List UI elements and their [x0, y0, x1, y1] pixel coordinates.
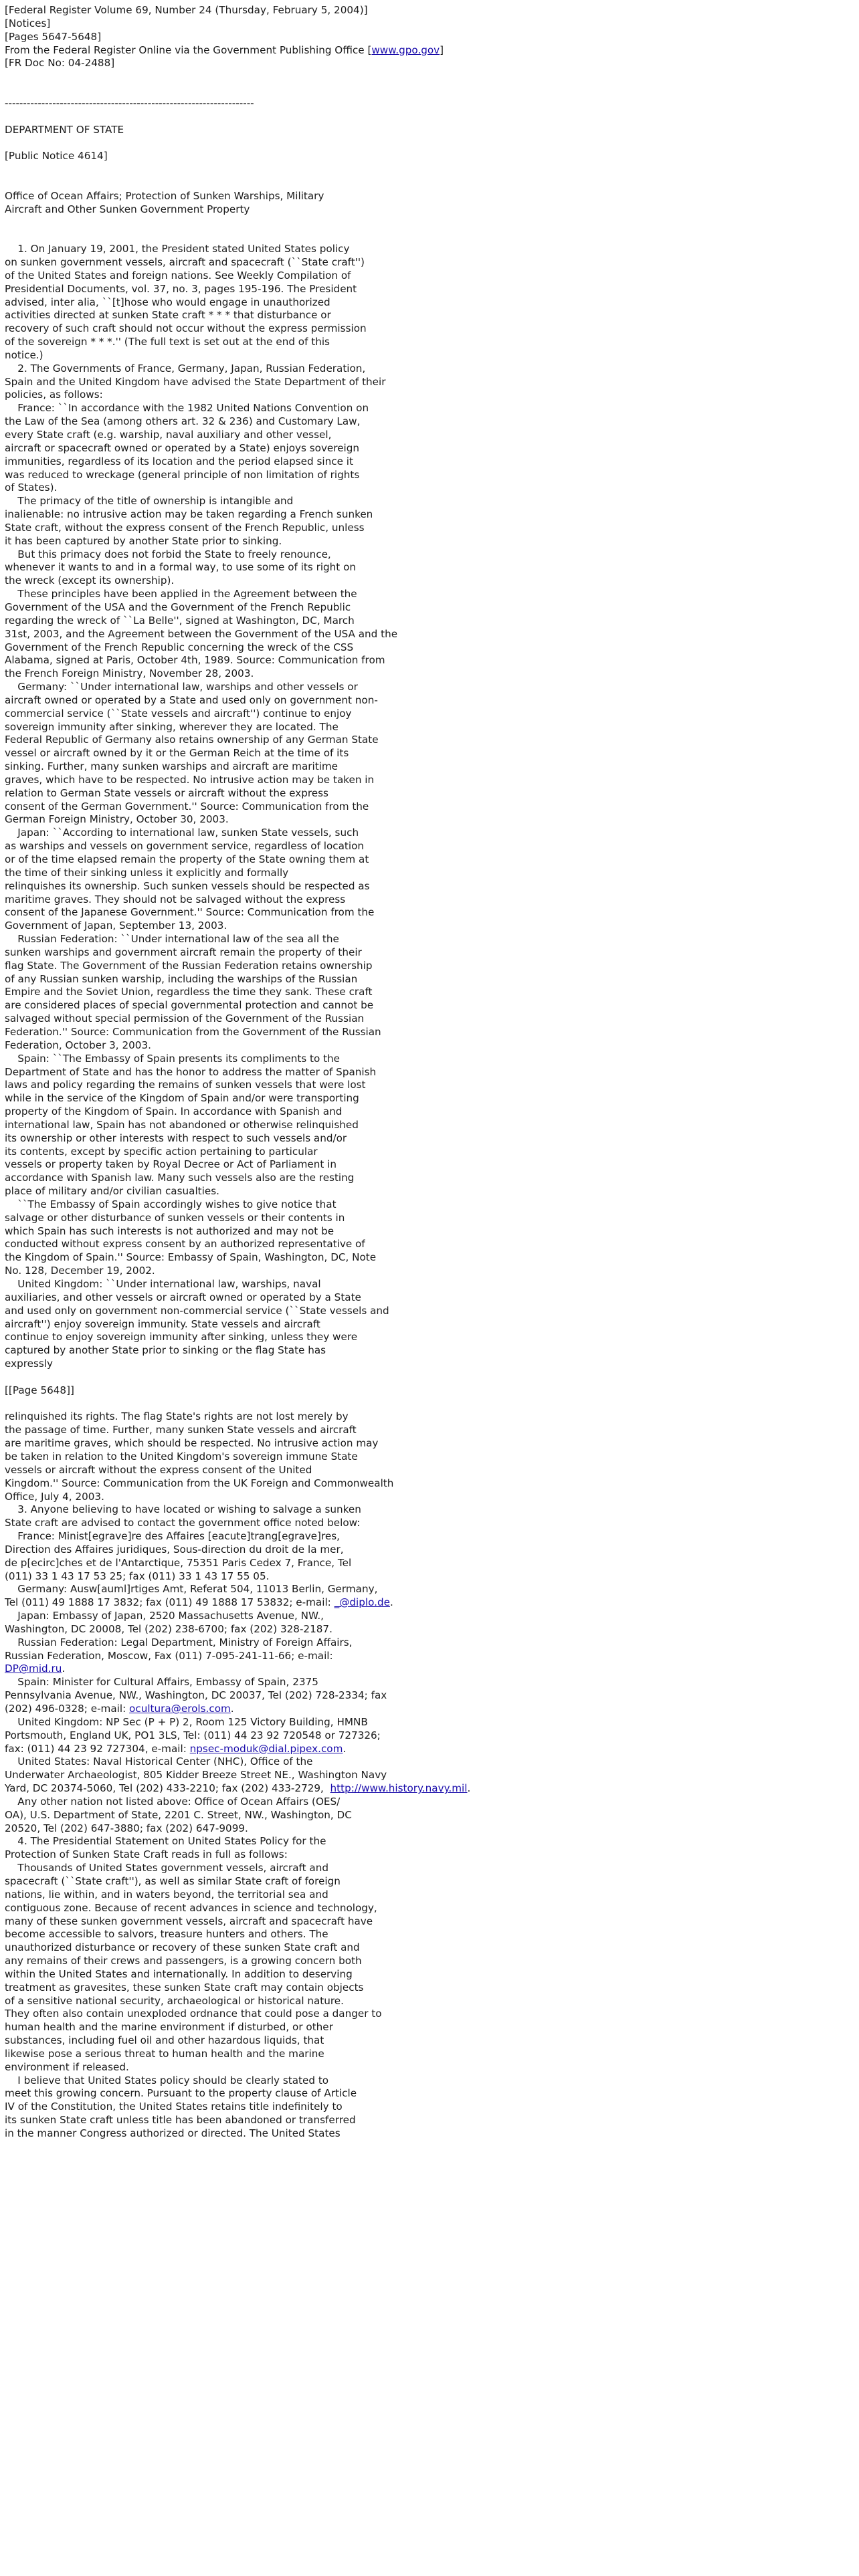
document-text-run: ] [FR Doc No: 04-2488] -------------------------------------------------------------------- DEPARTMENT OF STATE [Public Notice 4614] Office of Ocean Affairs; Protection of Sunken Warships, Military Aircraft and Other Sunken Government Property 1. On January 19, 2001, the President stated United States policy on sunken government vessels, aircraft and spacecraft (``State craft'') of the United States and foreign nations. See Weekly Compilation of Presidential Documents, vol. 37, no. 3, pages 195-196. The President advised, inter alia, ``[t]hose who would engage in unauthorized activities directed at sunken State craft * * * that disturbance or recovery of such craft should not occur without the express permission of the sovereign * * *.'' (The full text is set out at the end of this notice.) 2. The Governments of France, Germany, Japan, Russian Federation, Spain and the United Kingdom have advised the State Department of their policies, as follows: France: ``In accordance with the 1982 United Nations Convention on the Law of the Sea (among others art. 32 & 236) and Customary Law, every State craft (e.g. warship, naval auxiliary and other vessel, aircraft or spacecraft owned or operated by a State) enjoys sovereign immunities, regardless of its location and the period elapsed since it was reduced to wreckage (general principle of non limitation of rights of States). The primacy of the title of ownership is intangible and inalienable: no intrusive action may be taken regarding a French sunken State craft, without the express consent of the French Republic, unless it has been captured by another State prior to sinking. But this primacy does not forbid the State to freely renounce, whenever it wants to and in a formal way, to use some of its right on the wreck (except its ownership). These principles have been applied in the Agreement between the Government of the USA and the Government of the French Republic regarding the wreck of ``La Belle'', signed at Washington, DC, March 31st, 2003, and the Agreement between the Government of the USA and the Government of the French Republic concerning the wreck of the CSS Alabama, signed at Paris, October 4th, 1989. Source: Communication from the French Foreign Ministry, November 28, 2003. Germany: ``Under international law, warships and other vessels or aircraft owned or operated by a State and used only on government non- commercial service (``State vessels and aircraft'') continue to enjoy sovereign immunity after sinking, wherever they are located. The Federal Republic of Germany also retains ownership of any German State vessel or aircraft owned by it or the German Reich at the time of its sinking. Further, many sunken warships and aircraft are maritime graves, which have to be respected. No intrusive action may be taken in relation to German State vessels or aircraft without the express consent of the German Government.'' Source: Communication from the German Foreign Ministry, October 30, 2003. Japan: ``According to international law, sunken State vessels, such as warships and vessels on government service, regardless of location or of the time elapsed remain the property of the State owning them at the time of their sinking unless it explicitly and formally relinquishes its ownership. Such sunken vessels should be respected as maritime graves. They should not be salvaged without the express consent of the Japanese Government.'' Source: Communication from the Government of Japan, September 13, 2003. Russian Federation: ``Under international law of the sea all the sunken warships and government aircraft remain the property of their flag State. The Government of the Russian Federation retains ownership of any Russian sunken warship, including the warships of the Russian Empire and the Soviet Union, regardless the time they sank. These craft are considered places of special governmental protection and cannot be salvaged without special permission of the Government of the Russian Federation.'' Source: Communication from the Government of the Russian Federation, October 3, 2003. Spain: ``The Embassy of Spain presents its compliments to the Department of State and has the honor to address the matter of Spanish laws and policy regarding the remains of sunken vessels that were lost while in the service of the Kingdom of Spain and/or were transporting property of the Kingdom of Spain. In accordance with Spanish and international law, Spain has not abandoned or otherwise relinquished its ownership or other interests with respect to such vessels and/or its contents, except by specific action pertaining to particular vessels or property taken by Royal Decree or Act of Parliament in accordance with Spanish law. Many such vessels also are the resting place of military and/or civilian casualties. ``The Embassy of Spain accordingly wishes to give notice that salvage or other disturbance of sunken vessels or their contents in which Spain has such interests is not authorized and may not be conducted without express consent by an authorized representative of the Kingdom of Spain.'' Source: Embassy of Spain, Washington, DC, Note No. 128, December 19, 2002. United Kingdom: ``Under international law, warships, naval auxiliaries, and other vessels or aircraft owned or operated by a State and used only on government non-commercial service (``State vessels and aircraft'') enjoy sovereign immunity. State vessels and aircraft continue to enjoy sovereign immunity after sinking, unless they were captured by another State prior to sinking or the flag State has expressly [[Page 5648]] relinquished its rights. The flag State's rights are not lost merely by the passage of time. Further, many sunken State vessels and aircraft are maritime graves, which should be respected. No intrusive action may be taken in relation to the United Kingdom's sovereign immune State vessels or aircraft without the express consent of the United Kingdom.'' Source: Communication from the UK Foreign and Commonwealth Office, July 4, 2003. 3. Anyone believing to have located or wishing to salvage a sunken State craft are advised to contact the government office noted below: France: Minist[egrave]re des Affaires [eacute]trang[egrave]res, Direction des Affaires juridiques, Sous-direction du droit de la mer, de p[ecirc]ches et de l'Antarctique, 75351 Paris Cedex 7, France, Tel (011) 33 1 43 17 53 25; fax (011) 33 1 43 17 55 05. Germany: Ausw[auml]rtiges Amt, Referat 504, 11013 Berlin, Germany, Tel (011) 49 1888 17 3832; fax (011) 49 1888 17 53832; e-mail: [5, 43, 444, 1609]
document-link[interactable]: _@diplo.de [334, 1596, 390, 1609]
document-text-run: . Japan: Embassy of Japan, 2520 Massachusetts Avenue, NW., Washington, DC 20008, Tel (202) 238-6700; fax (202) 328-2187. Russian Federation: Legal Department, Ministry of Foreign Affairs, Russian Federation, Moscow, Fax (011) 7-095-241-11-66; e-mail: [5, 1596, 393, 1662]
document-link[interactable]: http://www.history.navy.mil [330, 1782, 468, 1795]
document-text-run: . Spain: Minister for Cultural Affairs, Embassy of Spain, 2375 Pennsylvania Avenue, NW., Washington, DC 20037, Tel (202) 728-2334; fax (202) 496-0328; e-mail: [5, 1662, 387, 1715]
document-text-run: . United States: Naval Historical Center (NHC), Office of the Underwater Archaeologist, 805 Kidder Breeze Street NE., Washington Navy Yard, DC 20374-5060, Tel (202) 433-2210; fax (202) 433-2729, [5, 1742, 387, 1795]
document-text-run: [Federal Register Volume 69, Number 24 (Thursday, February 5, 2004)] [Notices] [Pages 5647-5648] From the Federal Register Online via the Government Publishing Office [ [5, 4, 372, 56]
document-link[interactable]: DP@mid.ru [5, 1662, 62, 1675]
document-text-run: . United Kingdom: NP Sec (P + P) 2, Room 125 Victory Building, HMNB Portsmouth, England UK, PO1 3LS, Tel: (011) 44 23 92 720548 or 727326; fax: (011) 44 23 92 727304, e-mail: [5, 1703, 381, 1755]
document-link[interactable]: npsec-moduk@dial.pipex.com [189, 1742, 343, 1755]
document-link[interactable]: ocultura@erols.com [129, 1703, 231, 1715]
document-link[interactable]: www.gpo.gov [371, 43, 440, 56]
document-text-run: . Any other nation not listed above: Office of Ocean Affairs (OES/ OA), U.S. Department of State, 2201 C. Street, NW., Washington, DC 20520, Tel (202) 647-3880; fax (202) 647-9099. 4. The Presidential Statement on United States Policy for the Protection of Sunken State Craft reads in full as follows: Thousands of United States government vessels, aircraft and spacecraft (``State craft''), as well as similar State craft of foreign nations, lie within, and in waters beyond, the territorial sea and contiguous zone. Because of recent advances in science and technology, many of these sunken government vessels, aircraft and spacecraft have become accessible to salvors, treasure hunters and others. The unauthorized disturbance or recovery of these sunken State craft and any remains of their crews and passengers, is a growing concern both within the United States and internationally. In addition to deserving treatment as gravesites, these sunken State craft may contain objects of a sensitive national security, archaeological or historical nature. They often also contain unexploded ordnance that could pose a danger to human health and the marine environment if disturbed, or other substances, including fuel oil and other hazardous liquids, that likewise pose a serious threat to human health and the marine environment if released. I believe that United States policy should be clearly stated to meet this growing concern. Pursuant to the property clause of Article IV of the Constitution, the United States retains title indefinitely to its sunken State craft unless title has been abandoned or transferred in the manner Congress authorized or directed. The United States [5, 1782, 471, 2139]
